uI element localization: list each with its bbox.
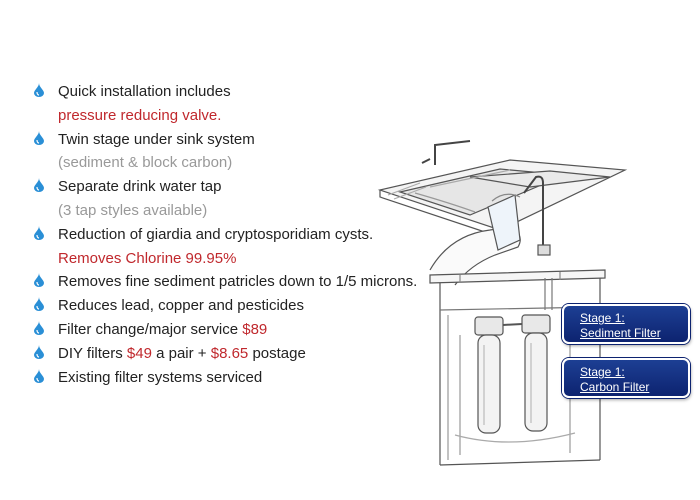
water-drop-icon: [34, 369, 44, 383]
price-label: Filter change/major service: [58, 320, 243, 338]
price-label: a pair +: [151, 344, 211, 362]
postage-price: $8.65: [210, 344, 249, 362]
feature-text: Quick installation includes: [58, 83, 231, 100]
badge-filter-label[interactable]: Sediment Filter: [580, 326, 661, 340]
feature-detail: (sediment & block carbon): [58, 154, 233, 172]
feature-detail: pressure reducing valve.: [58, 106, 222, 124]
price-label: postage: [248, 344, 306, 362]
carbon-filter-badge[interactable]: [562, 358, 690, 398]
feature-text: Removes fine sediment patricles down to 1/5 microns.: [58, 273, 418, 291]
water-drop-icon: [34, 178, 44, 192]
feature-text: Reduction of giardia and cryptosporidiam cysts.: [58, 225, 374, 243]
feature-item: [34, 80, 474, 128]
badge-stage-title[interactable]: Stage 1:: [580, 365, 625, 379]
water-drop-icon: [34, 321, 44, 335]
feature-detail: (3 tap styles available): [58, 201, 208, 219]
water-drop-icon: [34, 226, 44, 240]
water-drop-icon: [34, 345, 44, 359]
feature-text: Existing filter systems serviced: [58, 368, 263, 386]
feature-text: Twin stage under sink system: [58, 130, 255, 148]
feature-text: Separate drink water tap: [58, 178, 222, 196]
feature-detail: Removes Chlorine 99.95%: [58, 249, 237, 267]
water-drop-icon: [34, 131, 44, 145]
water-drop-icon: [34, 273, 44, 287]
sediment-filter-badge[interactable]: [562, 304, 690, 344]
feature-text: [58, 342, 306, 366]
water-drop-icon: [34, 297, 44, 311]
badge-stage-title[interactable]: Stage 1:: [580, 311, 625, 325]
feature-text: Reduces lead, copper and pesticides: [58, 297, 304, 315]
feature-text: [58, 318, 267, 342]
price-label: DIY filters: [58, 344, 127, 362]
water-drop-icon: [34, 83, 44, 97]
filter-price: $49: [126, 344, 152, 362]
badge-filter-label[interactable]: Carbon Filter: [580, 380, 650, 394]
service-price: $89: [242, 320, 268, 338]
